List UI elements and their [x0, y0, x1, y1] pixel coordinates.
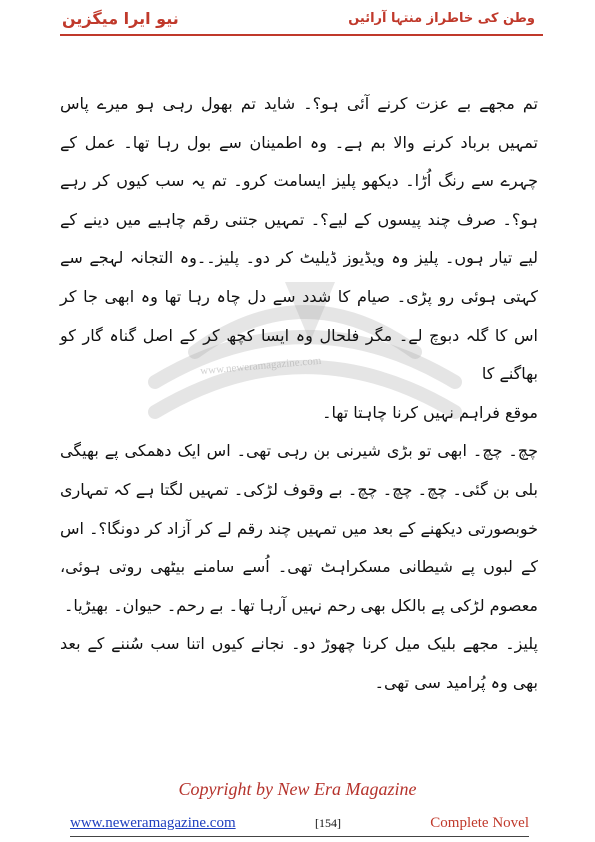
copyright-line: Copyright by New Era Magazine [178, 779, 417, 799]
magazine-name: نیو ایرا میگزین [62, 9, 179, 28]
footer-rule [70, 836, 529, 837]
complete-novel-label: Complete Novel [430, 815, 529, 831]
paragraph: موقع فراہم نہیں کرنا چاہتا تھا۔ [322, 402, 538, 422]
watermark-url: www.neweramagazine.com [199, 354, 322, 378]
novel-body [60, 85, 538, 703]
paragraph: پلیز۔ مجھے بلیک میل کرنا چھوڑ دو۔ نجانے کیوں اتنا سب سُننے کے بعد بھی وہ پُرامید سی تھی۔ [60, 634, 538, 692]
novel-title: وطن کی خاطراز منتہا آرائیں [348, 11, 535, 26]
header-rule [60, 34, 543, 36]
website-link[interactable]: www.neweramagazine.com [70, 815, 236, 831]
page-number: [154] [315, 816, 341, 830]
paragraph: تم مجھے بے عزت کرنے آئی ہو؟۔ شاید تم بھول رہی ہو میرے پاس تمہیں برباد کرنے والا بم ہے۔ وہ اطمینان سے بول رہا تھا۔ عمل کے چہرے سے رنگ اُڑا۔ دیکھو پلیز ایسامت کرو۔ تم یہ سب کیوں کر رہے ہو؟۔ صرف چند پیسوں کے لیے؟۔ تمہیں جتنی رقم چاہیے میں دینے کے لیے تیار ہوں۔ پلیز وہ ویڈیوز ڈیلیٹ کر دو۔ پلیز۔۔وہ التجانہ لہجے سے کہتی ہوئی رو پڑی۔ صیام کا شدد سے دل چاہ رہا تھا وہ ابھی جا کر اس کا گلہ دبوچ لے۔ مگر فلحال وہ ایسا کچھ کر کے اصل گناہ گار کو بھاگنے کا [60, 94, 538, 384]
page-footer [70, 815, 529, 837]
page-header [0, 0, 595, 44]
paragraph: چچ۔ چچ۔ ابھی تو بڑی شیرنی بن رہی تھی۔ اس ایک دھمکی پے بھیگی بلی بن گئی۔ چچ۔ چچ۔ چچ۔ بے وقوف لڑکی۔ تمہیں لگتا ہے کہ تمہاری خوبصورتی دیکھنے کے بعد میں تمہیں چند رقم لے کر آزاد کر دونگا؟۔ اس کے لبوں پے شیطانی مسکراہٹ تھی۔ اُسے سامنے بیٹھی روتی ہوئی، معصوم لڑکی پے بالکل بھی رحم نہیں آرہا تھا۔ بے رحم۔ حیوان۔ بھیڑیا۔ [60, 441, 538, 615]
